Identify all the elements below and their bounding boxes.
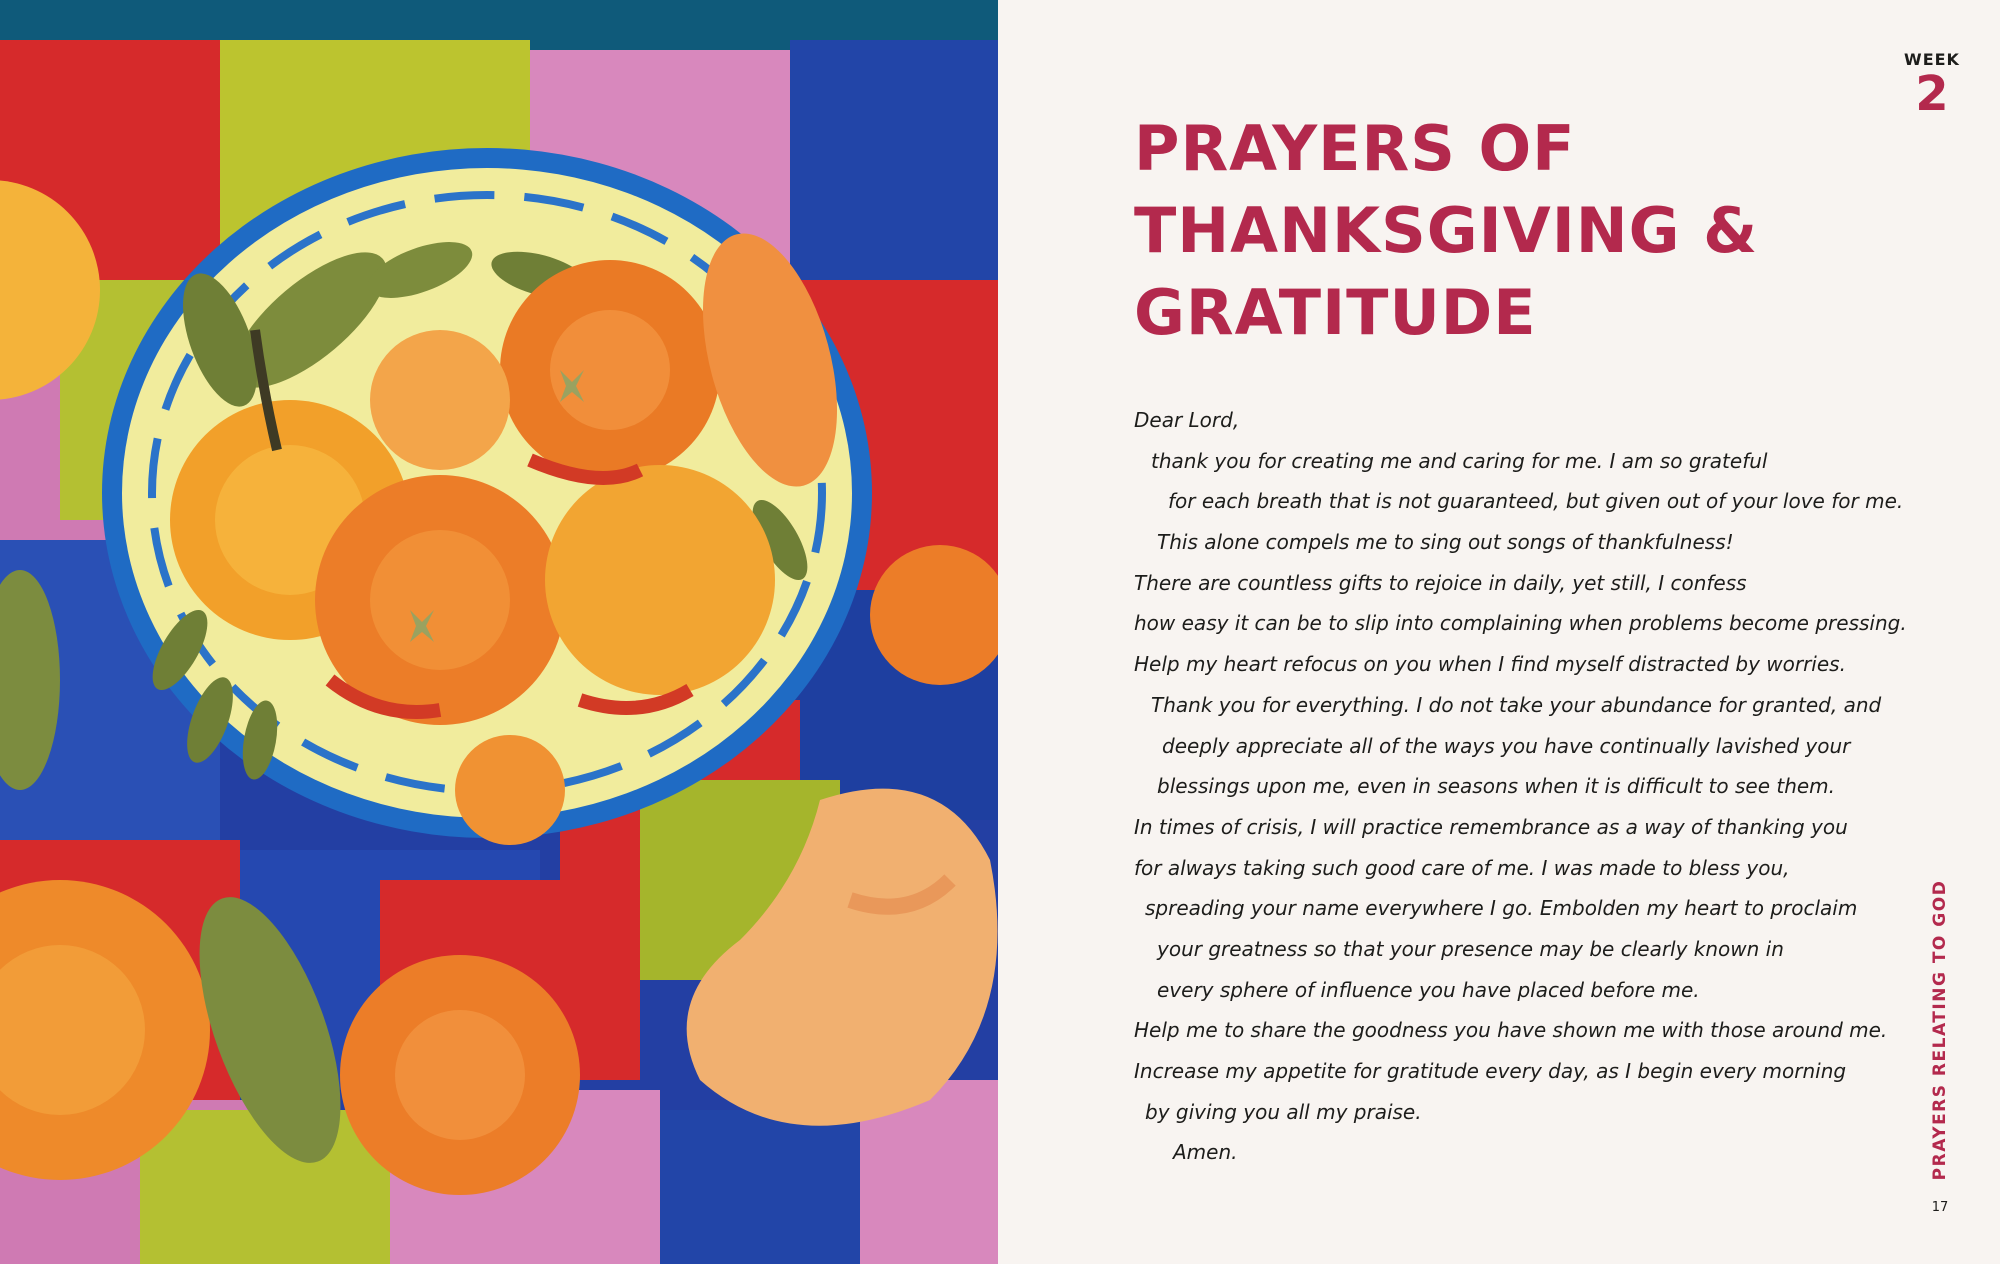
section-side-label (1920, 879, 1960, 1181)
prayer-text (1134, 400, 1914, 1173)
prayer-line: your greatness so that your presence may be clearly known in (1157, 936, 1784, 961)
prayer-line: deeply appreciate all of the ways you have continually lavished your (1162, 733, 1851, 758)
section-side-label-text: PRAYERS RELATING TO GOD (1930, 879, 1950, 1181)
prayer-line: thank you for creating me and caring for me. I am so grateful (1151, 448, 1768, 473)
title-line: GRATITUDE (1134, 276, 1537, 349)
page-number: 17 (1931, 1200, 1949, 1215)
illustration-panel (0, 0, 998, 1264)
prayer-line: blessings upon me, even in seasons when it is difficult to see them. (1157, 774, 1836, 799)
prayer-line: Dear Lord, (1134, 408, 1240, 432)
week-number: 2 (1915, 66, 1949, 122)
prayer-line: Increase my appetite for gratitude every day, as I begin every morning (1134, 1059, 1847, 1083)
page-title (1134, 108, 1834, 354)
prayer-line: every sphere of influence you have placed before me. (1157, 977, 1700, 1002)
prayer-line: Thank you for everything. I do not take your abundance for granted, and (1151, 692, 1882, 717)
prayer-line: Amen. (1173, 1140, 1238, 1165)
oranges-painting (0, 0, 998, 1264)
title-line: PRAYERS OF (1134, 112, 1576, 185)
prayer-line: There are countless gifts to rejoice in daily, yet still, I confess (1134, 570, 1747, 595)
prayer-line: Help my heart refocus on you when I find myself distracted by worries. (1134, 652, 1846, 677)
week-label: WEEK (1904, 50, 1960, 69)
prayer-line: In times of crisis, I will practice remembrance as a way of thanking you (1134, 814, 1848, 839)
prayer-line: spreading your name everywhere I go. Embolden my heart to proclaim (1145, 896, 1858, 921)
prayer-line: Help me to share the goodness you have shown me with those around me. (1134, 1018, 1888, 1043)
prayer-line: for each breath that is not guaranteed, but given out of your love for me. (1168, 489, 1904, 514)
prayer-line: This alone compels me to sing out songs of thankfulness! (1157, 530, 1734, 555)
prayer-line: how easy it can be to slip into complaining when problems become pressing. (1134, 611, 1907, 636)
prayer-line: by giving you all my praise. (1145, 1099, 1422, 1124)
title-line: THANKSGIVING & (1134, 194, 1759, 267)
prayer-line: for always taking such good care of me. I was made to bless you, (1134, 855, 1790, 880)
